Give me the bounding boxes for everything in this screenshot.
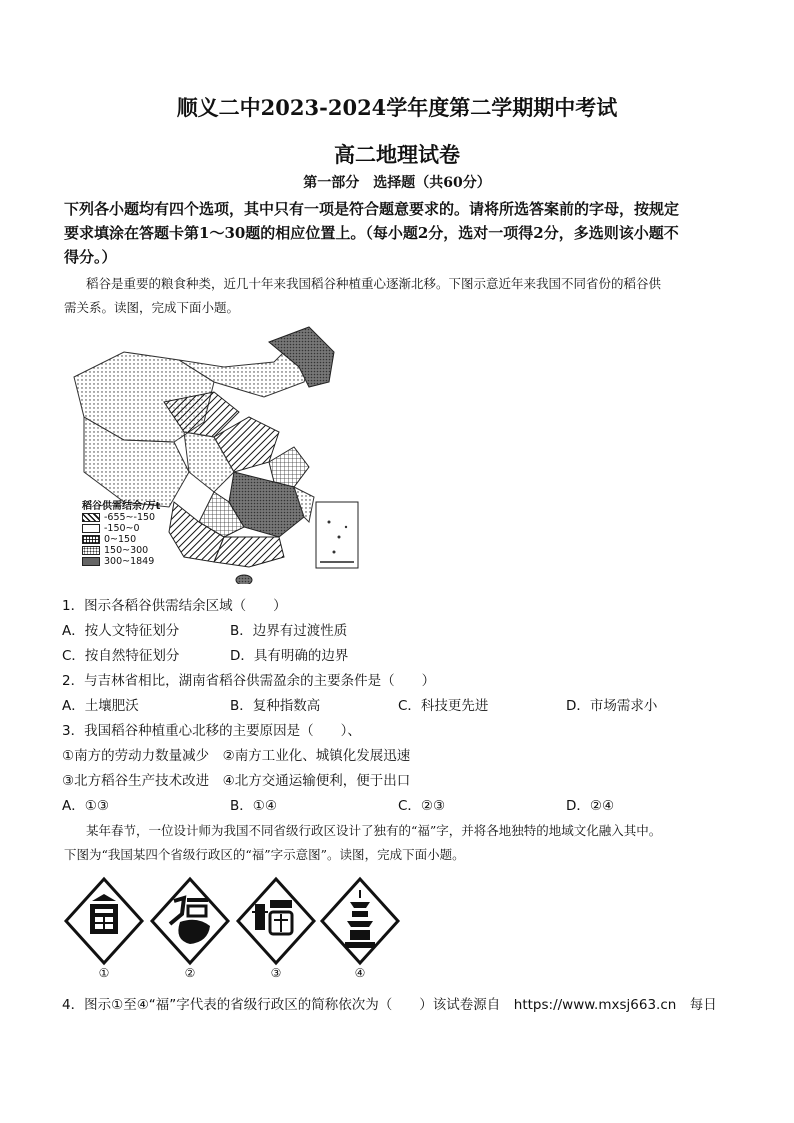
legend-swatch-grid — [82, 535, 100, 544]
fu-diamond-4 — [322, 879, 398, 963]
question-3-stem: 3．我国稻谷种植重心北移的主要原因是（ ）、 — [62, 723, 361, 739]
q3-option-b[interactable]: B．①④ — [230, 798, 277, 814]
section-heading: 第一部分 选择题（共60分） — [303, 175, 491, 191]
legend-item-3: 0~150 — [82, 534, 160, 545]
exam-subtitle: 高二地理试卷 — [334, 142, 460, 167]
q2-option-a[interactable]: A．土壤肥沃 — [62, 698, 139, 714]
instruction-line-3: 得分。） — [64, 248, 117, 266]
legend-swatch-dense — [82, 557, 100, 566]
instruction-line-1: 下列各小题均有四个选项，其中只有一项是符合题意要求的。请将所选答案前的字母，按规定 — [64, 200, 680, 218]
legend-title: 稻谷供需结余/万t — [82, 501, 161, 512]
fu-label-1: ① — [98, 966, 110, 980]
legend-swatch-hatch — [82, 513, 100, 522]
fu-diamond-2 — [152, 879, 228, 963]
legend-item-4: 150~300 — [82, 545, 160, 556]
question-4-stem: 4．图示①至④“福”字代表的省级行政区的简称依次为（ ）该试卷源自 https://www.mxsj663.cn 每日 — [62, 997, 717, 1013]
q3-option-c[interactable]: C．②③ — [398, 798, 446, 814]
legend-swatch-dots — [82, 546, 100, 555]
q1-option-b[interactable]: B．边界有过渡性质 — [230, 623, 348, 639]
instruction-line-2: 要求填涂在答题卡第1～30题的相应位置上。（每小题2分，选对一项得2分，多选则该小题不 — [64, 224, 679, 242]
passage2-line-1: 某年春节，一位设计师为我国不同省级行政区设计了独有的“福”字，并将各地独特的地域文化融入其中。 — [86, 823, 662, 838]
passage1-line-2: 需关系。读图，完成下面小题。 — [64, 300, 240, 315]
legend-item-1: -655~-150 — [82, 512, 160, 523]
q2-option-c[interactable]: C．科技更先进 — [398, 698, 489, 714]
fu-diamond-3 — [238, 879, 314, 963]
q1-option-c[interactable]: C．按自然特征划分 — [62, 648, 180, 664]
q3-items-line-1: ①南方的劳动力数量减少 ②南方工业化、城镇化发展迅速 — [62, 748, 411, 764]
passage1-line-1: 稻谷是重要的粮食种类，近几十年来我国稻谷种植重心逐渐北移。下图示意近年来我国不同省份的稻谷供 — [86, 276, 662, 291]
legend-swatch-blank — [82, 524, 100, 533]
question-2-stem: 2．与吉林省相比，湖南省稻谷供需盈余的主要条件是（ ） — [62, 673, 436, 689]
q3-items-line-2: ③北方稻谷生产技术改进 ④北方交通运输便利，便于出口 — [62, 773, 411, 789]
q2-option-d[interactable]: D．市场需求小 — [566, 698, 658, 714]
q3-option-d[interactable]: D．②④ — [566, 798, 615, 814]
q1-option-d[interactable]: D．具有明确的边界 — [230, 648, 349, 664]
fu-label-2: ② — [184, 966, 196, 980]
rice-supply-demand-map — [64, 322, 364, 584]
exam-title: 顺义二中2023-2024学年度第二学期期中考试 — [176, 95, 618, 120]
q1-option-a[interactable]: A．按人文特征划分 — [62, 623, 180, 639]
fu-label-4: ④ — [354, 966, 366, 980]
legend-item-2: -150~0 — [82, 523, 160, 534]
q3-option-a[interactable]: A．①③ — [62, 798, 109, 814]
fu-diamond-1 — [66, 879, 142, 963]
fu-characters-figure — [62, 876, 402, 986]
map-legend — [82, 497, 160, 567]
passage2-line-2: 下图为“我国某四个省级行政区的“福”字示意图”。读图，完成下面小题。 — [64, 847, 465, 862]
question-1-stem: 1．图示各稻谷供需结余区域（ ） — [62, 598, 287, 614]
fu-label-3: ③ — [270, 966, 282, 980]
q2-option-b[interactable]: B．复种指数高 — [230, 698, 321, 714]
legend-item-5: 300~1849 — [82, 556, 160, 567]
